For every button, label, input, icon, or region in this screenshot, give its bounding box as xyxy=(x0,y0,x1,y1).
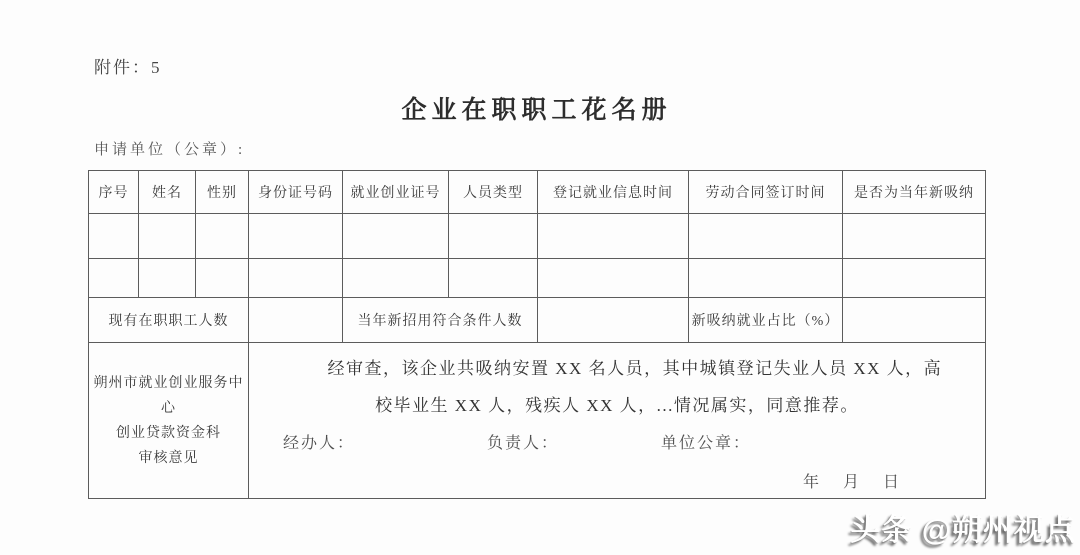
empty-cell xyxy=(89,259,139,298)
header-id-number: 身份证号码 xyxy=(249,171,343,214)
signature-row xyxy=(249,430,985,453)
review-row xyxy=(89,343,986,499)
empty-cell xyxy=(538,259,689,298)
empty-cell xyxy=(689,214,843,259)
empty-data-row xyxy=(89,214,986,259)
existing-staff-count-label: 现有在职职工人数 xyxy=(89,298,249,343)
empty-cell xyxy=(249,214,343,259)
review-opinion-cell xyxy=(249,343,986,499)
review-agency-cell xyxy=(89,343,249,499)
new-qualified-hires-label: 当年新招用符合条件人数 xyxy=(343,298,538,343)
table-header-row xyxy=(89,171,986,214)
header-name: 姓名 xyxy=(139,171,196,214)
empty-data-row xyxy=(89,259,986,298)
empty-cell xyxy=(538,214,689,259)
empty-cell xyxy=(196,259,249,298)
roster-table xyxy=(88,170,986,499)
page-title: 企业在职职工花名册 xyxy=(401,97,672,124)
new-absorb-ratio-value-cell xyxy=(843,298,986,343)
empty-cell xyxy=(249,259,343,298)
header-serial-number: 序号 xyxy=(89,171,139,214)
new-qualified-hires-value-cell xyxy=(538,298,689,343)
new-absorb-ratio-label: 新吸纳就业占比（%） xyxy=(689,298,843,343)
watermark: 头条 @朔州视点 xyxy=(850,514,1076,547)
agency-line-2: 创业贷款资金科 xyxy=(116,425,221,441)
date-placeholder: 年 月 日 xyxy=(802,473,903,491)
empty-cell xyxy=(139,259,196,298)
empty-cell xyxy=(196,214,249,259)
header-gender: 性别 xyxy=(196,171,249,214)
unit-seal-label: 单位公章： xyxy=(661,434,752,452)
header-registration-time: 登记就业信息时间 xyxy=(538,171,689,214)
header-newly-absorbed: 是否为当年新吸纳 xyxy=(843,171,986,214)
opinion-line-1: 经审查，该企业共吸纳安置 XX 名人员，其中城镇登记失业人员 XX 人，高 xyxy=(327,358,943,378)
header-personnel-type: 人员类型 xyxy=(449,171,538,214)
empty-cell xyxy=(89,214,139,259)
empty-cell xyxy=(843,214,986,259)
empty-cell xyxy=(343,214,449,259)
summary-row xyxy=(89,298,986,343)
opinion-line-2: 校毕业生 XX 人，残疾人 XX 人，...情况属实，同意推荐。 xyxy=(375,395,859,415)
empty-cell xyxy=(449,214,538,259)
agency-line-3: 审核意见 xyxy=(138,450,199,466)
agency-line-1: 朔州市就业创业服务中心 xyxy=(93,375,244,416)
responsible-label: 负责人： xyxy=(487,434,560,452)
header-employment-cert-number: 就业创业证号 xyxy=(343,171,449,214)
existing-staff-count-value-cell xyxy=(249,298,343,343)
attachment-label: 附件：5 xyxy=(94,58,162,77)
empty-cell xyxy=(689,259,843,298)
empty-cell xyxy=(843,259,986,298)
empty-cell xyxy=(139,214,196,259)
empty-cell xyxy=(449,259,538,298)
applicant-seal-label: 申请单位（公章）: xyxy=(94,142,246,158)
handler-label: 经办人： xyxy=(283,434,356,452)
empty-cell xyxy=(343,259,449,298)
header-contract-signing-time: 劳动合同签订时间 xyxy=(689,171,843,214)
